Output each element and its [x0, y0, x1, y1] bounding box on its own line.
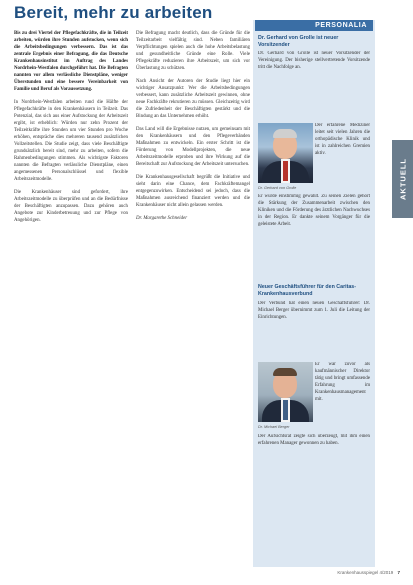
person-1-heading: Dr. Gerhard von Grolle ist neuer Vorsitzender	[258, 35, 339, 48]
article-paragraph: Die Krankenhäuser sind gefordert, ihre Arbeitszeitmodelle zu überprüfen und an die Bedürfnisse der Beschäftigten anzupassen. Dazu gehören auch Angebote zur Kinderbetreuung und zur Pflege von Angehörigen.	[14, 190, 128, 223]
person-2-photo	[258, 362, 313, 422]
article-paragraph: In Nordrhein-Westfalen arbeiten rund die Hälfte der Pflegefachkräfte in den Krankenhäusern in Teilzeit. Das Potenzial, das sich aus einer Aufstockung der Arbeitszeit ergibt, ist erheblich: Würden nur zehn Prozent der Teilzeitkräfte ihre Stunden um vier Stunden pro Woche erhöhen, entspräche dies mehreren tausend zusätzlichen Vollzeitstellen. Die Studie zeigt, dass viele Beschäftigte grundsätzlich bereit sind, mehr zu arbeiten, sofern die Rahmenbedingungen stimmen. Als wichtigste Faktoren nannten die Befragten verlässliche Dienstpläne, einen angemessenen Personalschlüssel und flexible Arbeitszeitmodelle.	[14, 100, 128, 182]
section-tab-aktuell	[392, 140, 413, 218]
person-1-photo	[258, 123, 313, 183]
article-column-2	[136, 30, 250, 550]
page-footer	[250, 570, 400, 575]
article-paragraph: Nach Ansicht der Autoren der Studie liegt hier ein wichtiger Ansatzpunkt: Wer die Arbeitsbedingungen verbessert, kann zusätzliche Arbeitszeit gewinnen, ohne neue Fachkräfte rekrutieren zu müssen. Gleichzeitig wird die Zufriedenheit der Beschäftigten gestärkt und die Bindung an das Unternehmen erhöht.	[136, 79, 250, 119]
article-paragraph: Die Befragung macht deutlich, dass die Gründe für die Teilzeitarbeit vielfältig sind. Neben familiären Verpflichtungen spielen auch die hohe Arbeitsbelastung und gesundheitliche Gründe eine Rolle. Viele Pflegekräfte reduzieren ihre Arbeitszeit, um sich vor Überlastung zu schützen.	[136, 31, 250, 71]
article-lead: Bis zu drei Viertel der Pflegefachkräfte, die in Teilzeit arbeiten, würden ihre Stunden aufstocken, wenn sich die Arbeitsbedingungen verbessern. Das ist das zentrale Ergebnis einer Befragung, die das Deutsche Krankenhausinstitut im Auftrag des Landes Nordrhein-Westfalen durchgeführt hat. Die Befragten nannten vor allem verlässliche Dienstpläne, weniger Überstunden und eine bessere Vereinbarkeit von Familie und Beruf als Voraussetzung.	[14, 31, 128, 92]
person-2-side-text: Er war zuvor als kaufmännischer Direktor tätig und bringt umfassende Erfahrung im Krankenhausmanagement mit.	[315, 362, 370, 402]
person-2-caption: Dr. Michael Berger	[258, 425, 290, 429]
article-author: Dr. Margarethe Schneider	[136, 216, 188, 221]
article-column-1	[14, 30, 128, 550]
page-number: 7	[397, 570, 400, 575]
article-title: Bereit, mehr zu arbeiten	[14, 3, 213, 22]
article-paragraph: Die Krankenhausgesellschaft begrüßt die Initiative und sieht darin eine Chance, dem Fachkräftemangel entgegenzuwirken. Entscheidend sei jedoch, dass die Maßnahmen ausreichend finanziert werden und die Krankenhäuser nicht allein gelassen werden.	[136, 175, 250, 208]
person-2-text: Der Verbund hat einen neuen Geschäftsführer: Dr. Michael Berger übernimmt zum 1. Juli die Leitung der Einrichtungen.	[258, 301, 370, 320]
personalia-sidebar	[253, 20, 375, 567]
person-2-heading: Neuer Geschäftsführer für den Caritas-Krankenhausverbund	[258, 284, 357, 297]
person-1-side-text: Der erfahrene Mediziner leitet seit vielen Jahren die orthopädische Klinik und ist in zahlreichen Gremien aktiv.	[315, 123, 370, 156]
footer-source: Krankenhausspiegel	[337, 570, 379, 575]
sidebar-header: PERSONALIA	[255, 20, 373, 31]
person-1-text: Dr. Gerhard von Grolle ist neuer Vorsitzender der Vereinigung. Der bisherige stellvertretende Vorsitzende tritt die Nachfolge an.	[258, 51, 370, 70]
person-1-bottom-text: Er wurde einstimmig gewählt. Zu seinen Zielen gehört die Stärkung der Zusammenarbeit zwischen den Kliniken und die Förderung des ärztlichen Nachwuchses in der Region. Er dankte seinem Vorgänger für die geleistete Arbeit.	[258, 194, 370, 227]
person-1-caption: Dr. Gerhard von Grolle	[258, 186, 297, 190]
article-paragraph: Das Land will die Ergebnisse nutzen, um gemeinsam mit den Krankenhäusern und den Pflegeverbänden Maßnahmen zu entwickeln. Ein erster Schritt ist die Förderung von Modellprojekten, die neue Arbeitszeitmodelle erproben und ihre Wirkung auf die Bereitschaft zur Aufstockung der Arbeitszeit untersuchen.	[136, 127, 250, 167]
person-2-bottom-text: Der Aufsichtsrat zeigte sich überzeugt, mit ihm einen erfahrenen Manager gewonnen zu haben.	[258, 434, 370, 446]
footer-issue: 4/2019	[379, 570, 394, 575]
section-tab-label: AKTUELL	[398, 158, 407, 200]
